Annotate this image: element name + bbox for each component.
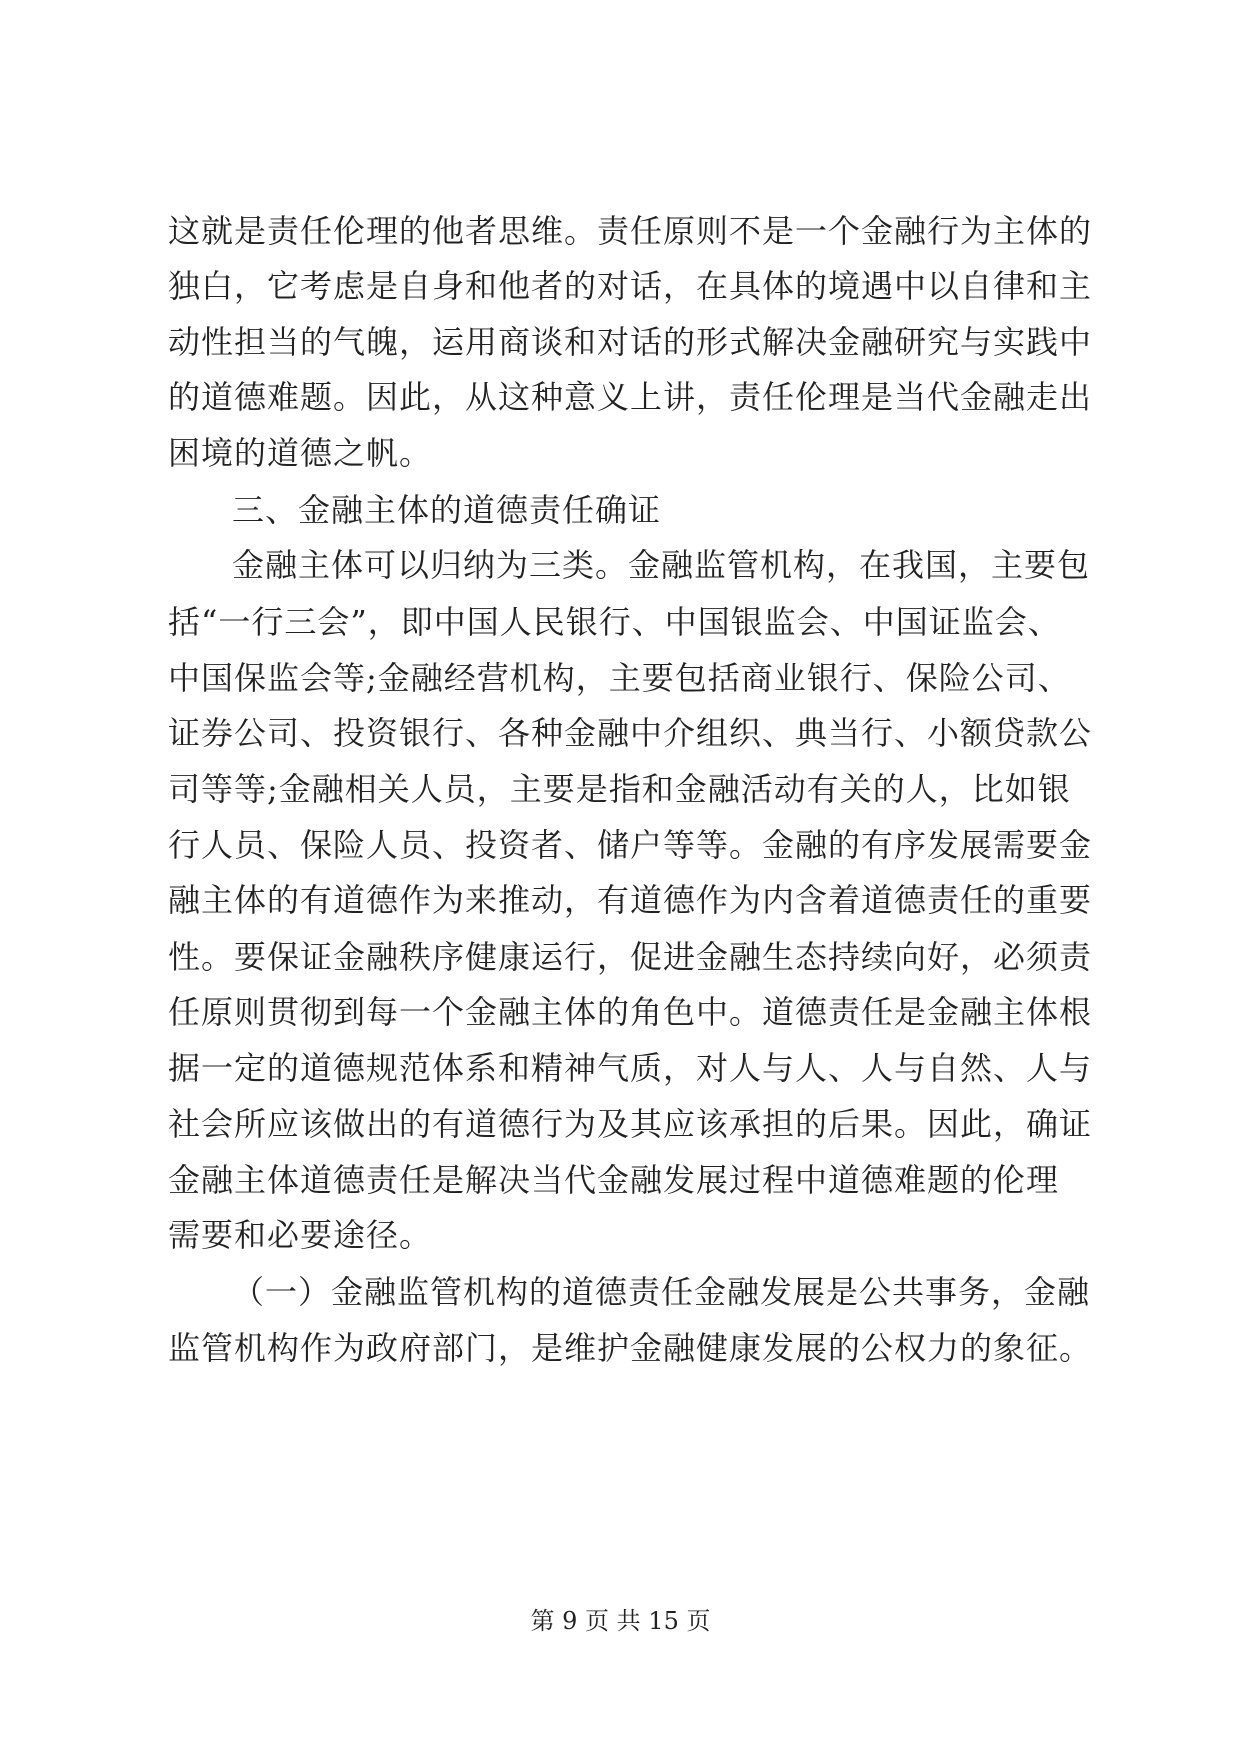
body-line: 中国保监会等;金融经营机构，主要包括商业银行、保险公司、 <box>168 659 1071 697</box>
body-line: 据一定的道德规范体系和精神气质，对人与人、人与自然、人与 <box>168 1049 1093 1087</box>
body-line: 括“一行三会”，即中国人民银行、中国银监会、中国证监会、 <box>168 603 1061 641</box>
page-number: 第 9 页 共 15 页 <box>530 1607 711 1635</box>
body-line: 金融主体道德责任是解决当代金融发展过程中道德难题的伦理 <box>168 1161 1060 1199</box>
subsection-line: （一）金融监管机构的道德责任金融发展是公共事务，金融 <box>232 1273 1091 1311</box>
body-line: 监管机构作为政府部门，是维护金融健康发展的公权力的象征。 <box>168 1329 1093 1367</box>
body-line: 司等等;金融相关人员，主要是指和金融活动有关的人，比如银 <box>168 770 1071 808</box>
body-line: 行人员、保险人员、投资者、储户等等。金融的有序发展需要金 <box>168 826 1093 864</box>
body-line: 任原则贯彻到每一个金融主体的角色中。道德责任是金融主体根 <box>168 993 1093 1031</box>
body-line: 动性担当的气魄，运用商谈和对话的形式解决金融研究与实践中 <box>168 323 1093 361</box>
body-line: 证券公司、投资银行、各种金融中介组织、典当行、小额贷款公 <box>168 714 1093 752</box>
body-line: 这就是责任伦理的他者思维。责任原则不是一个金融行为主体的 <box>168 212 1093 250</box>
section-heading: 三、金融主体的道德责任确证 <box>232 491 662 529</box>
body-line: 融主体的有道德作为来推动，有道德作为内含着道德责任的重要 <box>168 881 1093 919</box>
body-line: 困境的道德之帆。 <box>168 434 433 472</box>
body-line: 独白，它考虑是自身和他者的对话，在具体的境遇中以自律和主 <box>168 267 1093 305</box>
body-line: 需要和必要途径。 <box>168 1216 433 1254</box>
body-line: 金融主体可以归纳为三类。金融监管机构，在我国，主要包 <box>232 546 1091 584</box>
body-line: 社会所应该做出的有道德行为及其应该承担的后果。因此，确证 <box>168 1105 1093 1143</box>
body-line: 的道德难题。因此，从这种意义上讲，责任伦理是当代金融走出 <box>168 378 1093 416</box>
body-line: 性。要保证金融秩序健康运行，促进金融生态持续向好，必须责 <box>168 938 1093 976</box>
